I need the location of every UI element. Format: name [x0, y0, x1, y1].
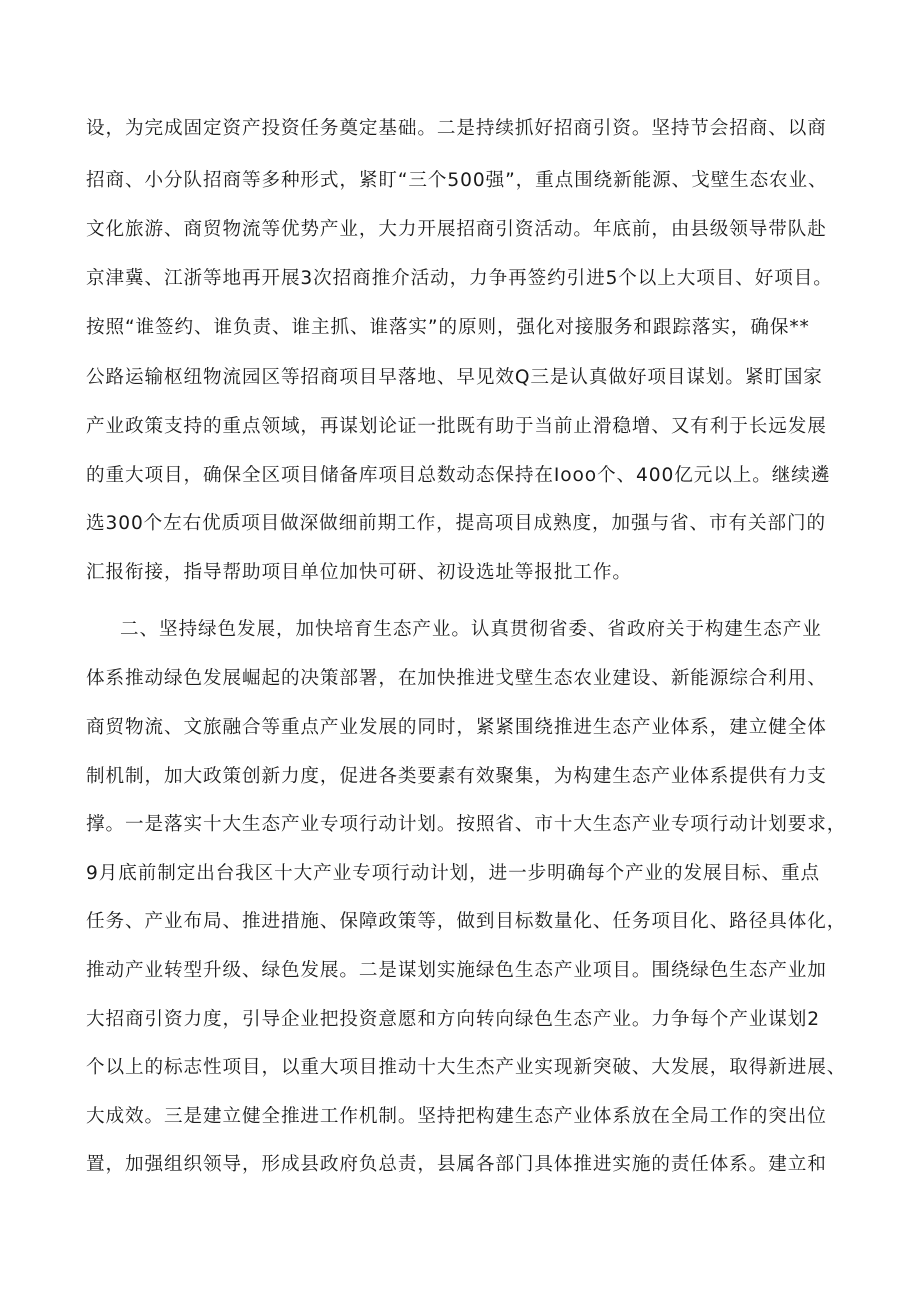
paragraph-line: 文化旅游、商贸物流等优势产业，大力开展招商引资活动。年底前，由县级领导带队赴 — [86, 219, 827, 240]
paragraph-line: 的重大项目，确保全区项目储备库项目总数动态保持在Iooo个、400亿元以上。继续遴 — [86, 465, 831, 486]
paragraph-line: 撑。一是落实十大生态产业专项行动计划。按照省、市十大生态产业专项行动计划要求， — [86, 814, 847, 835]
paragraph-line: 体系推动绿色发展崛起的决策部署，在加快推进戈壁生态农业建设、新能源综合利用、 — [86, 668, 827, 689]
paragraph-line: 京津冀、江浙等地再开展3次招商推介活动，力争再签约引进5个以上大项目、好项目。 — [86, 268, 833, 289]
paragraph-line: 9月底前制定出台我区十大产业专项行动计划，进一步明确每个产业的发展目标、重点 — [86, 863, 821, 884]
paragraph-line: 按照“谁签约、谁负责、谁主抓、谁落实”的原则，强化对接服务和跟踪落实，确保** — [86, 317, 810, 338]
paragraph-line: 置，加强组织领导，形成县政府负总责，县属各部门具体推进实施的责任体系。建立和 — [86, 1154, 827, 1175]
paragraph-line: 制机制，加大政策创新力度，促进各类要素有效聚集，为构建生态产业体系提供有力支 — [86, 766, 827, 787]
paragraph-line: 大成效。三是建立健全推进工作机制。坚持把构建生态产业体系放在全局工作的突出位 — [86, 1106, 827, 1127]
paragraph-line: 任务、产业布局、推进措施、保障政策等，做到目标数量化、任务项目化、路径具体化， — [86, 911, 847, 932]
paragraph-line: 推动产业转型升级、绿色发展。二是谋划实施绿色生态产业项目。围绕绿色生态产业加 — [86, 960, 827, 981]
paragraph-line: 汇报衔接，指导帮助项目单位加快可研、初设选址等报批工作。 — [86, 562, 632, 583]
paragraph-line: 商贸物流、文旅融合等重点产业发展的同时，紧紧围绕推进生态产业体系，建立健全体 — [86, 717, 827, 738]
paragraph-line: 大招商引资力度，引导企业把投资意愿和方向转向绿色生态产业。力争每个产业谋划2 — [86, 1009, 821, 1030]
paragraph-line: 二、坚持绿色发展，加快培育生态产业。认真贯彻省委、省政府关于构建生态产业 — [120, 619, 822, 640]
paragraph-line: 公路运输枢纽物流园区等招商项目早落地、早见效Q三是认真做好项目谋划。紧盯国家 — [86, 367, 823, 388]
paragraph-line: 个以上的标志性项目，以重大项目推动十大生杰产业实现新突破、大发展，取得新进展、 — [86, 1057, 847, 1078]
paragraph-line: 产业政策支持的重点领域，再谋划论证一批既有助于当前止滑稳增、又有利于长远发展 — [86, 416, 827, 437]
paragraph-line: 选300个左右优质项目做深做细前期工作，提高项目成熟度，加强与省、市有关部门的 — [86, 513, 826, 534]
paragraph-line: 招商、小分队招商等多种形式，紧盯“三个500强”，重点围绕新能源、戈壁生态农业、 — [86, 170, 828, 191]
paragraph-line: 设，为完成固定资产投资任务奠定基础。二是持续抓好招商引资。坚持节会招商、以商 — [86, 118, 827, 139]
